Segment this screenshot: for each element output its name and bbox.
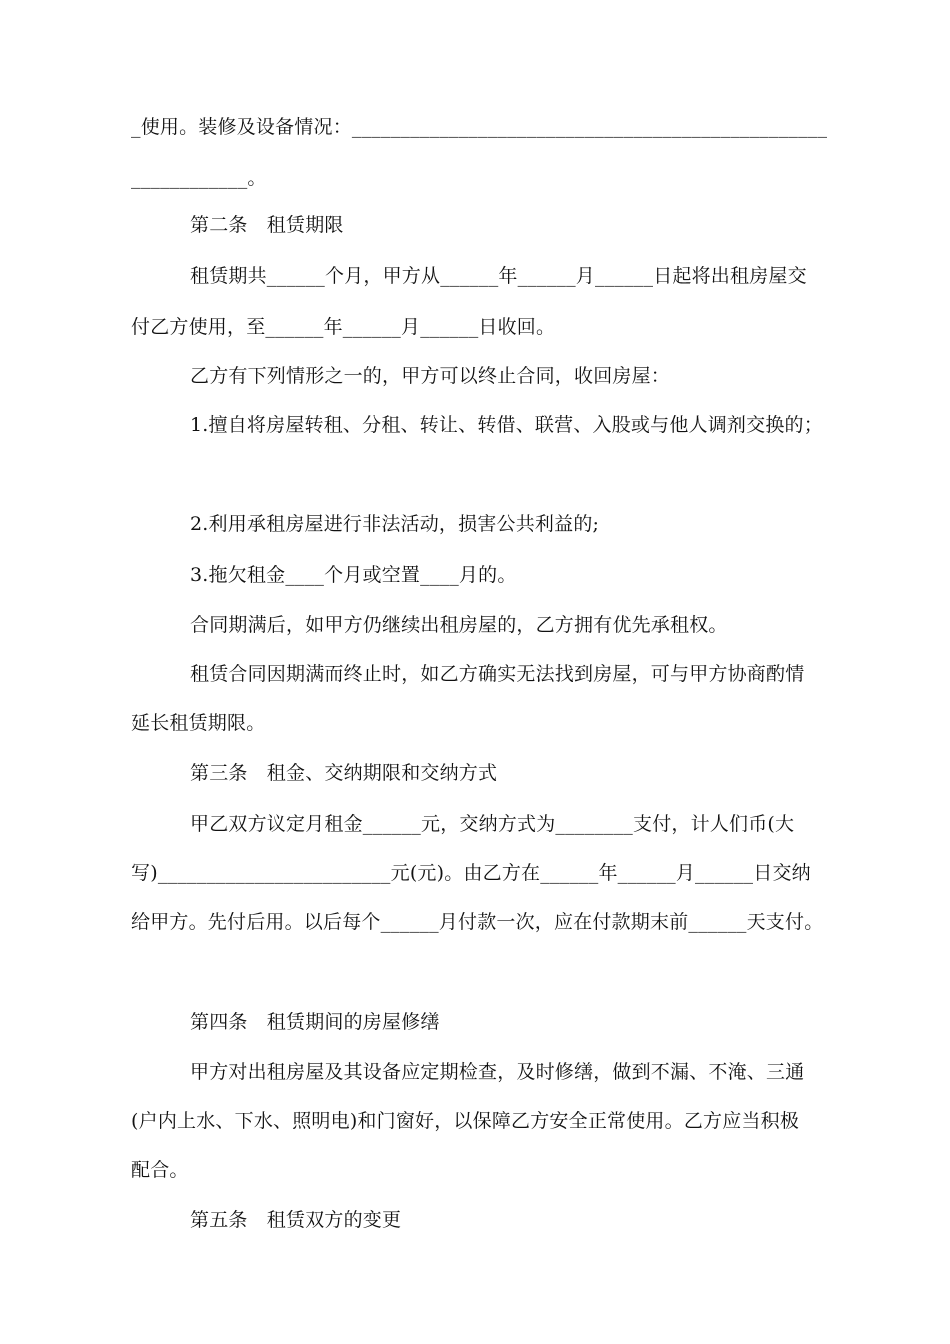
list-item: 3.拖欠租金____个月或空置____月的。 xyxy=(190,564,517,586)
text-line: 租赁合同因期满而终止时，如乙方确实无法找到房屋，可与甲方协商酌情 xyxy=(190,663,805,685)
section-heading-article-3: 第三条 租金、交纳期限和交纳方式 xyxy=(190,762,498,784)
text-line: 写)________________________元(元)。由乙方在______年______月______日交纳 xyxy=(131,862,811,884)
text-line: 租赁期共______个月，甲方从______年______月______日起将出租房屋交 xyxy=(190,265,807,287)
list-item: 1.擅自将房屋转租、分租、转让、转借、联营、入股或与他人调剂交换的； xyxy=(190,414,823,436)
text-line: 配合。 xyxy=(131,1159,189,1181)
text-line: _使用。装修及设备情况：_________________________________________________ xyxy=(131,116,828,138)
text-line: 甲方对出租房屋及其设备应定期检查，及时修缮，做到不漏、不淹、三通 xyxy=(190,1061,805,1083)
text-line: 乙方有下列情形之一的，甲方可以终止合同，收回房屋： xyxy=(190,365,671,387)
text-line: 付乙方使用，至______年______月______日收回。 xyxy=(131,316,556,338)
section-heading-article-2: 第二条 租赁期限 xyxy=(190,214,344,236)
list-item: 2.利用承租房屋进行非法活动，损害公共利益的; xyxy=(190,513,600,535)
text-line: 甲乙双方议定月租金______元，交纳方式为________支付，计人们币(大 xyxy=(190,813,795,835)
text-line: 给甲方。先付后用。以后每个______月付款一次，应在付款期末前______天支付。 xyxy=(131,911,824,933)
text-line: (户内上水、下水、照明电)和门窗好，以保障乙方安全正常使用。乙方应当积极 xyxy=(131,1110,800,1132)
text-line: 延长租赁期限。 xyxy=(131,712,266,734)
text-line: ____________。 xyxy=(131,167,267,189)
section-heading-article-4: 第四条 租赁期间的房屋修缮 xyxy=(190,1011,440,1033)
text-line: 合同期满后，如甲方仍继续出租房屋的，乙方拥有优先承租权。 xyxy=(190,614,728,636)
section-heading-article-5: 第五条 租赁双方的变更 xyxy=(190,1209,402,1231)
